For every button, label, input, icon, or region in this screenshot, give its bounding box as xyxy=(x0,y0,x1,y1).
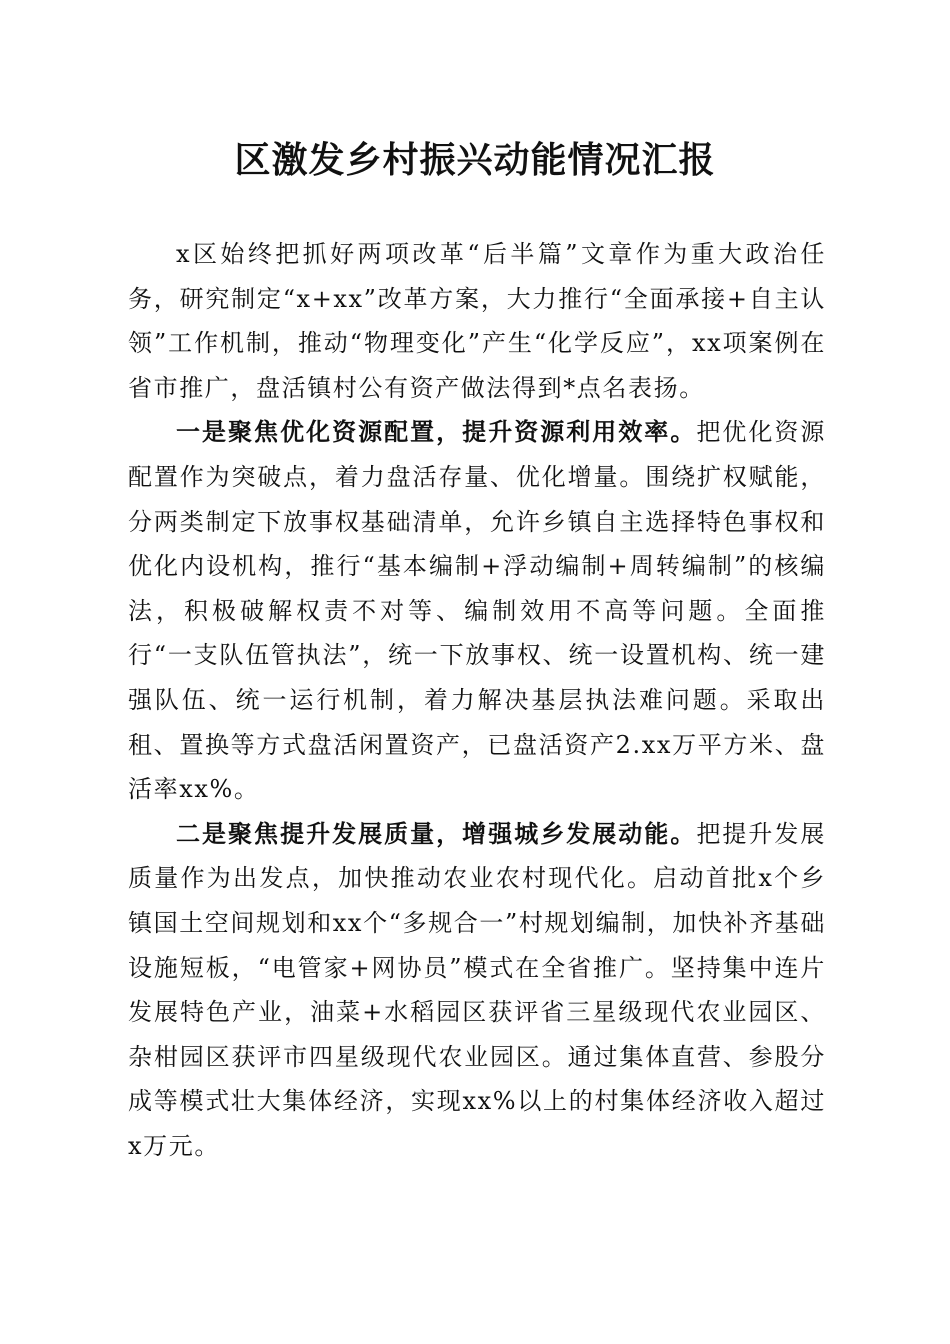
paragraph-lead: 一是聚焦优化资源配置，提升资源利用效率。 xyxy=(176,417,697,447)
paragraph-text: 把提升发展质量作为出发点，加快推动农业农村现代化。启动首批x个乡镇国土空间规划和xx个“多规合一”村规划编制，加快补齐基础设施短板，“电管家+网协员”模式在全省推广。坚持集中连片发展特色产业，油菜+水稻园区获评省三星级现代农业园区、杂柑园区获评市四星级现代农业园区。通过集体直营、参股分成等模式壮大集体经济，实现xx%以上的村集体经济收入超过x万元。 xyxy=(128,819,827,1160)
paragraph-text: x区始终把抓好两项改革“后半篇”文章作为重大政治任务，研究制定“x+xx”改革方案，大力推行“全面承接+自主认领”工作机制，推动“物理变化”产生“化学反应”，xx项案例在省市推广，盘活镇村公有资产做法得到*点名表扬。 xyxy=(128,240,826,402)
paragraph-intro xyxy=(128,232,826,410)
paragraph-text: 把优化资源配置作为突破点，着力盘活存量、优化增量。围绕扩权赋能，分两类制定下放事权基础清单，允许乡镇自主选择特色事权和优化内设机构，推行“基本编制+浮动编制+周转编制”的核编法，积极破解权责不对等、编制效用不高等问题。全面推行“一支队伍管执法”，统一下放事权、统一设置机构、统一建强队伍、统一运行机制，着力解决基层执法难问题。采取出租、置换等方式盘活闲置资产，已盘活资产2.xx万平方米、盘活率xx%。 xyxy=(128,418,827,804)
paragraph-resource-allocation xyxy=(128,410,826,811)
paragraph-development-quality xyxy=(128,812,826,1169)
document-title: 区激发乡村振兴动能情况汇报 xyxy=(234,139,716,181)
paragraph-lead: 二是聚焦提升发展质量，增强城乡发展动能。 xyxy=(176,818,697,848)
document-body xyxy=(128,232,826,1168)
